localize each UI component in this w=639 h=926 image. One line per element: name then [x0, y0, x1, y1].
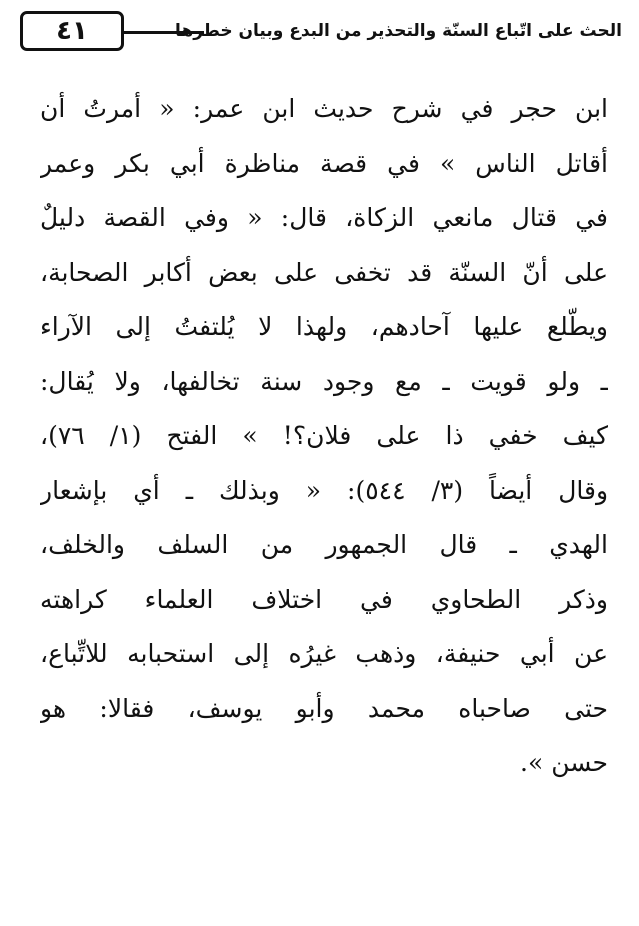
text-line: حسن ». [520, 748, 608, 777]
text-line: حتى صاحباه محمد وأبو يوسف، فقالا: هو [40, 693, 608, 723]
text-line: عن أبي حنيفة، وذهب غيرُه إلى استحبابه للاتِّباع، [40, 639, 608, 668]
text-line: وقال أيضاً (٣/ ٥٤٤): « وبذلك ـ أي بإشعار [40, 475, 608, 505]
body-text [40, 82, 608, 791]
text-line: وذكر الطحاوي في اختلاف العلماء كراهته [40, 584, 608, 614]
page-number: ٤١ [20, 11, 124, 51]
text-line: كيف خفي ذا على فلان؟! » الفتح (١/ ٧٦)، [40, 421, 608, 450]
text-line: ويطّلع عليها آحادهم، ولهذا لا يُلتفتُ إلى الآراء [40, 312, 608, 341]
text-line: على أنّ السنّة قد تخفى على بعض أكابر الصحابة، [40, 257, 608, 287]
text-line: ـ ولو قويت ـ مع وجود سنة تخالفها، ولا يُقال: [40, 366, 608, 396]
running-title: الحث على اتّباع السنّة والتحذير من البدع وبيان خطرها [175, 21, 622, 41]
text-line: في قتال مانعي الزكاة، قال: « وفي القصة دليلٌ [40, 203, 608, 232]
text-line: الهدي ـ قال الجمهور من السلف والخلف، [40, 530, 608, 559]
text-line: أقاتل الناس » في قصة مناظرة أبي بكر وعمر [40, 148, 608, 178]
page-header [18, 8, 622, 54]
text-line: ابن حجر في شرح حديث ابن عمر: « أمرتُ أن [40, 94, 608, 123]
